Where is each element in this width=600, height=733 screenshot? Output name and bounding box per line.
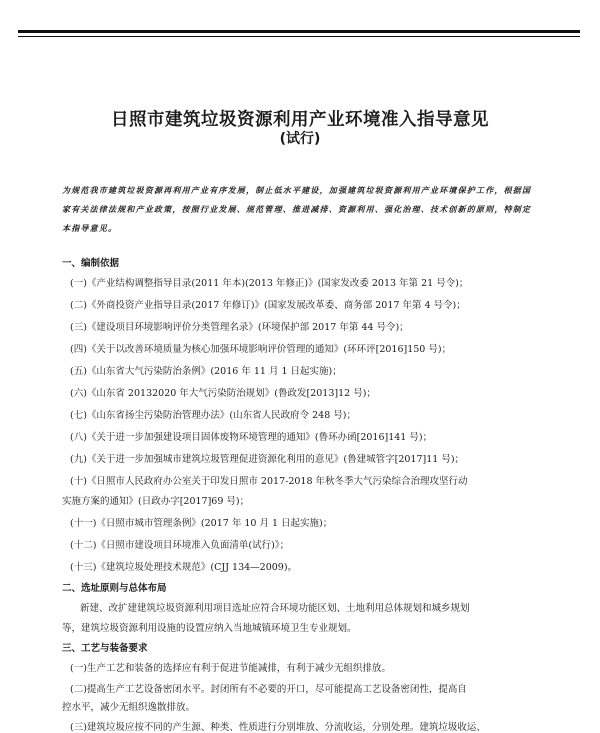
basis-item-12: (十二)《日照市建设项目环境准入负面清单(试行)》； [70, 540, 290, 551]
basis-item-9: (九)《关于进一步加强城市建筑垃圾管理促进资源化利用的意见》(鲁建城管字[2017]11 号)； [70, 454, 465, 465]
document-title: 日照市建筑垃圾资源利用产业环境准入指导意见 [111, 110, 489, 130]
basis-item-10: (十)《日照市人民政府办公室关于印发日照市 2017-2018 年秋冬季大气污染综合治理攻坚行动 [70, 476, 468, 487]
intro-paragraph: 为规范我市建筑垃圾资源再利用产业有序发展，制止低水平建设，加强建筑垃圾资源利用产业环境保护工作，根据国家有关法律法规和产业政策，按照行业发展、规范管理、推进减排、资源利用、强化治理、技术创新的原则，特制定本指导意见。 [62, 185, 532, 233]
basis-item-1: (一)《产业结构调整指导目录(2011 年本)(2013 年修正)》(国家发改委 2013 年第 21 号令)； [70, 278, 469, 289]
process-item-2-cont: 控水平，减少无组织逸散排放。 [62, 702, 196, 713]
section-heading-basis: 一、编制依据 [62, 258, 120, 269]
header-rule-thin [18, 36, 580, 37]
process-item-1: (一)生产工艺和装备的选择应有利于促进节能减排，有利于减少无组织排放。 [70, 663, 391, 674]
basis-item-7: (七)《山东省扬尘污染防治管理办法》(山东省人民政府令 248 号)； [70, 410, 356, 421]
basis-item-10-cont: 实施方案的通知》(日政办字[2017]69 号)； [62, 496, 250, 507]
basis-item-5: (五)《山东省大气污染防治条例》(2016 年 11 月 1 日起实施)； [70, 366, 342, 377]
basis-item-4: (四)《关于以改善环境质量为核心加强环境影响评价管理的通知》(环环评[2016]150 号)； [70, 344, 452, 355]
basis-item-6: (六)《山东省 20132020 年大气污染防治规划》(鲁政发[2013]12 号)； [70, 388, 376, 399]
process-item-2: (二)提高生产工艺设备密闭水平。封闭所有不必要的开口，尽可能提高工艺设备密闭性，提高自 [70, 684, 467, 695]
siting-line-1: 新建、改扩建建筑垃圾资源利用项目选址应符合环境功能区划、土地利用总体规划和城乡规划 [80, 603, 470, 614]
basis-item-11: (十一)《日照市城市管理条例》(2017 年 10 月 1 日起实施)； [70, 518, 333, 529]
section-heading-process: 三、工艺与装备要求 [62, 643, 148, 654]
basis-item-13: (十三)《建筑垃圾处理技术规范》(CJJ 134—2009)。 [70, 562, 298, 573]
header-rule-thick [18, 30, 580, 33]
section-heading-siting: 二、选址原则与总体布局 [62, 583, 167, 594]
document-subtitle: (试行) [279, 131, 321, 147]
basis-item-2: (二)《外商投资产业指导目录(2017 年修订)》(国家发展改革委、商务部 2017 年第 4 号令)； [70, 300, 466, 311]
basis-item-8: (八)《关于进一步加强建设项目固体废物环境管理的通知》(鲁环办函[2016]141 号)； [70, 432, 433, 443]
process-item-3: (三)建筑垃圾应按不同的产生源、种类、性质进行分别堆放、分流收运，分别处理。建筑垃圾收运、 [70, 722, 486, 733]
siting-line-2: 等，建筑垃圾资源利用设施的设置应纳入当地城镇环境卫生专业规划。 [62, 623, 357, 634]
basis-item-3: (三)《建设项目环境影响评价分类管理名录》(环境保护部 2017 年第 44 号令)； [70, 322, 409, 333]
